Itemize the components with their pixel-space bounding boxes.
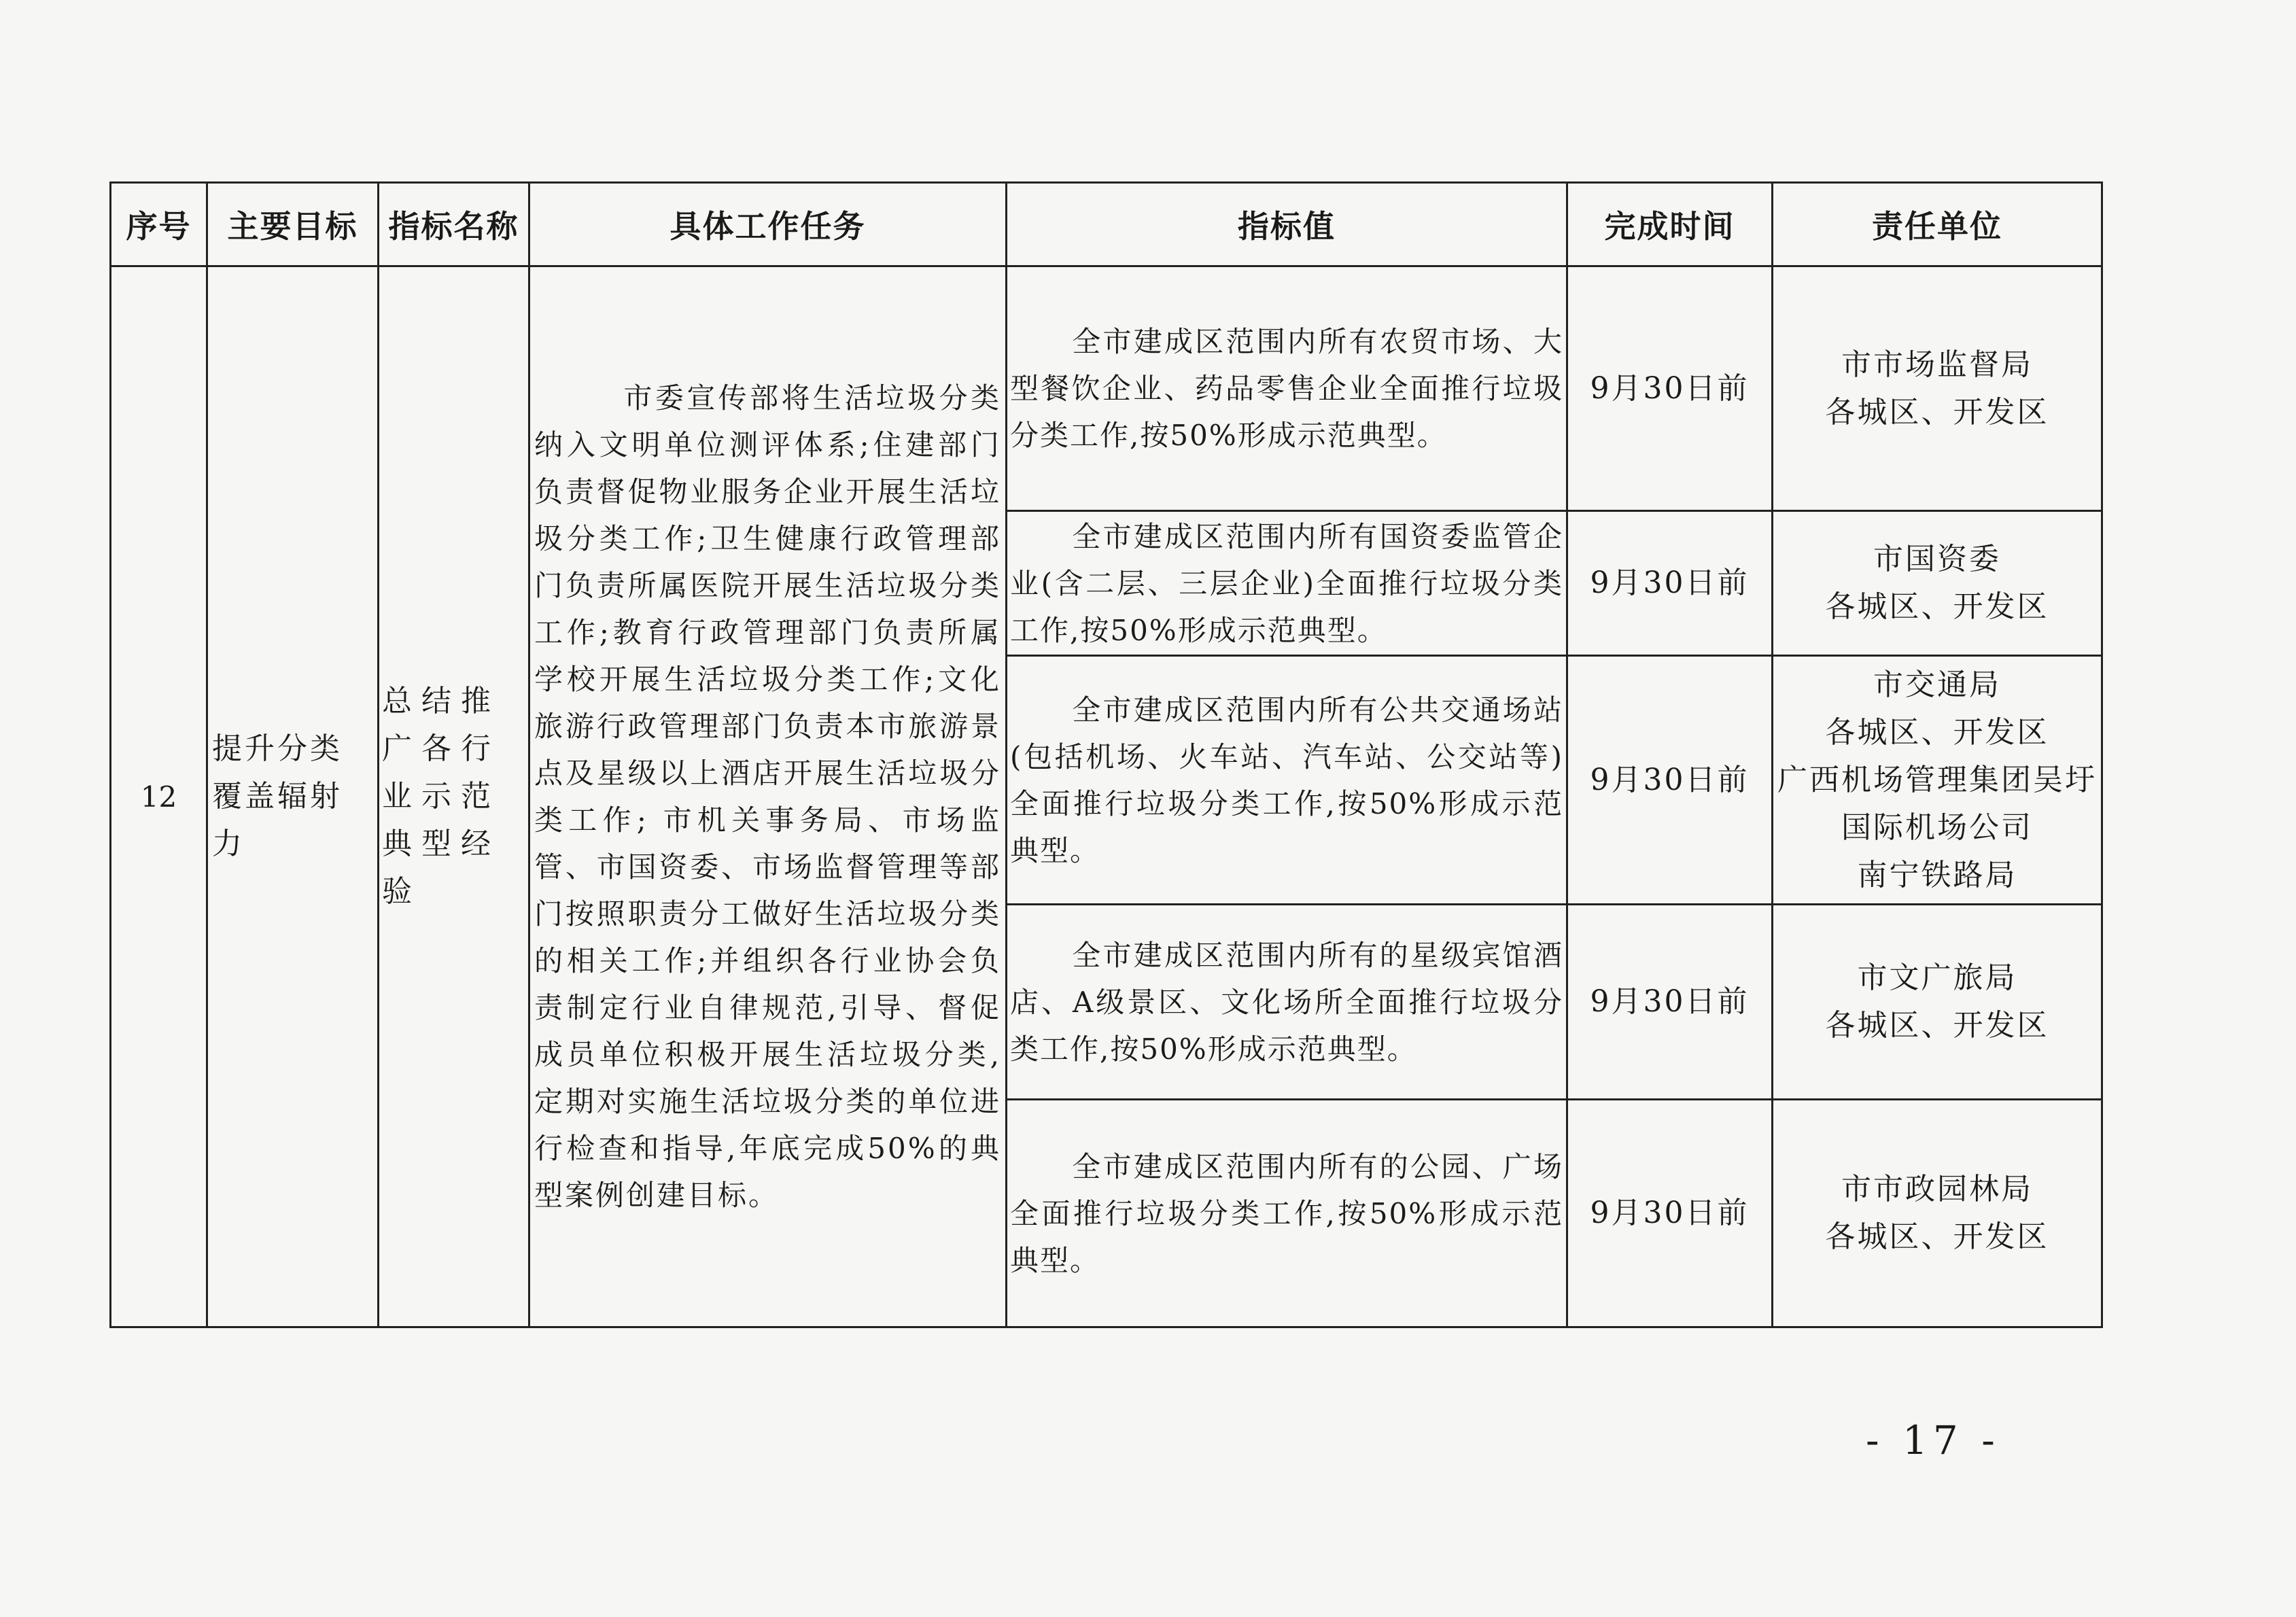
task-text: 市委宣传部将生活垃圾分类纳入文明单位测评体系;住建部门负责督促物业服务企业开展生活垃圾分类工作;卫生健康行政管理部门负责所属医院开展生活垃圾分类工作;教育行政管理部门负责所属学校开展生活垃圾分类工作;文化旅游行政管理部门负责本市旅游景点及星级以上酒店开展生活垃圾分类工作; 市机关事务局、市场监管、市国资委、市场监督管理等部门按照职责分工做好生活垃圾分类的相关工作;并组织各行业协会负责制定行业自律规范,引导、督促成员单位积极开展生活垃圾分类,定期对实施生活垃圾分类的单位进行检查和指导,年底完成50%的典型案例创建目标。: [534, 381, 1001, 1212]
seq-cell: 12: [111, 266, 207, 1327]
indicator-value-text: 全市建成区范围内所有公共交通场站(包括机场、火车站、汽车站、公交站等)全面推行垃圾分类工作,按50%形成示范典型。: [1010, 693, 1563, 867]
header-deadline: 完成时间: [1567, 183, 1773, 266]
unit-line: 市市场监督局: [1841, 347, 2033, 382]
header-unit: 责任单位: [1773, 183, 2102, 266]
unit-cell: [1773, 511, 2102, 656]
deadline-cell: 9月30日前: [1567, 511, 1773, 656]
header-indicator-name: 指标名称: [379, 183, 529, 266]
header-seq: 序号: [111, 183, 207, 266]
task-table: [109, 181, 2103, 1328]
table-row: [111, 266, 2102, 511]
unit-line: 各城区、开发区: [1825, 1219, 2049, 1254]
indicator-value-cell: [1007, 905, 1567, 1100]
unit-line: 广西机场管理集团吴圩国际机场公司: [1777, 762, 2097, 845]
page-number: - 17 -: [1866, 1417, 2000, 1463]
unit-line: 各城区、开发区: [1825, 714, 2049, 750]
unit-cell: [1773, 656, 2102, 905]
indicator-name-cell: 总结推广各行业示范典型经验: [379, 266, 529, 1327]
deadline-cell: 9月30日前: [1567, 1100, 1773, 1327]
unit-line: 市文广旅局: [1857, 960, 2017, 995]
indicator-value-cell: [1007, 1100, 1567, 1327]
table-header-row: [111, 183, 2102, 266]
goal-cell: 提升分类覆盖辐射力: [207, 266, 379, 1327]
task-cell: [529, 266, 1007, 1327]
unit-cell: [1773, 1100, 2102, 1327]
unit-line: 市交通局: [1873, 667, 2001, 702]
unit-cell: [1773, 266, 2102, 511]
unit-line: 市市政园林局: [1841, 1172, 2033, 1206]
header-task: 具体工作任务: [529, 183, 1007, 266]
unit-line: 各城区、开发区: [1825, 1008, 2049, 1043]
indicator-value-cell: [1007, 656, 1567, 905]
indicator-value-cell: [1007, 266, 1567, 511]
indicator-value-text: 全市建成区范围内所有的公园、广场全面推行垃圾分类工作,按50%形成示范典型。: [1010, 1149, 1563, 1277]
header-indicator-value: 指标值: [1007, 183, 1567, 266]
deadline-cell: 9月30日前: [1567, 905, 1773, 1100]
deadline-cell: 9月30日前: [1567, 266, 1773, 511]
indicator-value-cell: [1007, 511, 1567, 656]
unit-line: 各城区、开发区: [1825, 394, 2049, 430]
unit-cell: [1773, 905, 2102, 1100]
indicator-value-text: 全市建成区范围内所有农贸市场、大型餐饮企业、药品零售企业全面推行垃圾分类工作,按50%形成示范典型。: [1010, 325, 1563, 452]
unit-line: 各城区、开发区: [1825, 589, 2049, 624]
indicator-value-text: 全市建成区范围内所有的星级宾馆酒店、A级景区、文化场所全面推行垃圾分类工作,按50%形成示范典型。: [1010, 938, 1563, 1066]
indicator-value-text: 全市建成区范围内所有国资委监管企业(含二层、三层企业)全面推行垃圾分类工作,按50%形成示范典型。: [1010, 519, 1563, 647]
unit-line: 市国资委: [1873, 542, 2001, 576]
deadline-cell: 9月30日前: [1567, 656, 1773, 905]
unit-line: 南宁铁路局: [1857, 857, 2017, 892]
header-goal: 主要目标: [207, 183, 379, 266]
